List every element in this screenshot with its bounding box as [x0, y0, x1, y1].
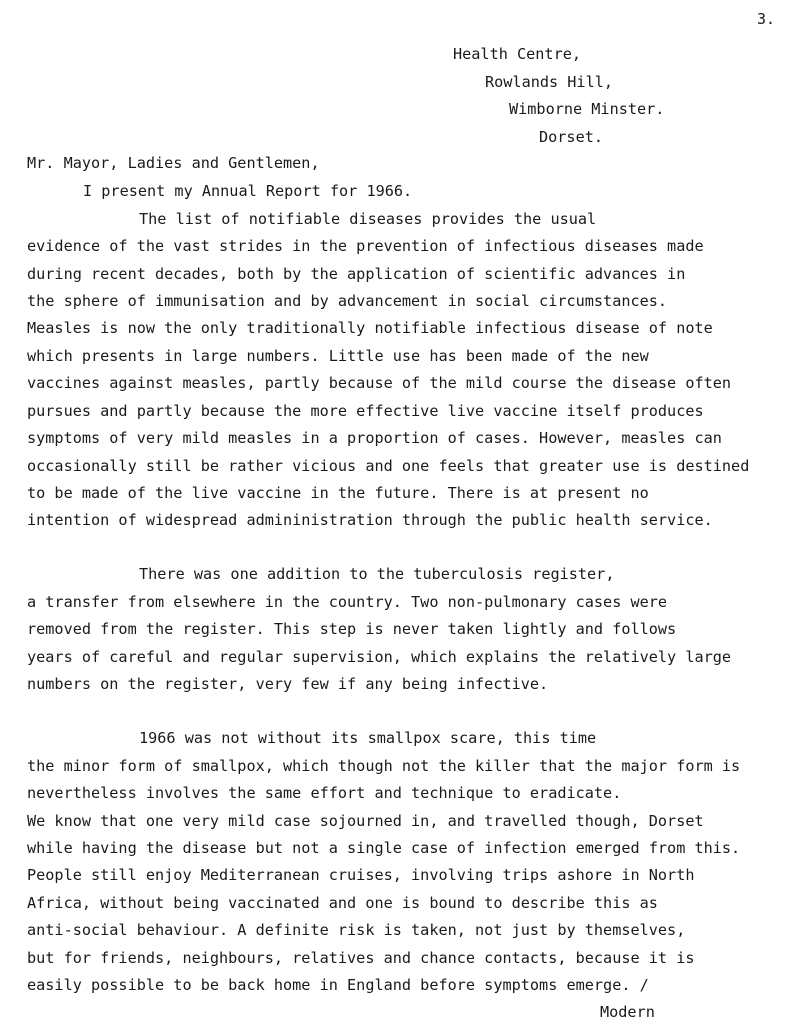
text-line: evidence of the vast strides in the prevention of infectious diseases made: [27, 237, 704, 255]
text-line: anti-social behaviour. A definite risk is taken, not just by themselves,: [27, 921, 686, 939]
salutation: Mr. Mayor, Ladies and Gentlemen,: [27, 154, 320, 172]
address-line: Rowlands Hill,: [485, 73, 614, 91]
text-line: but for friends, neighbours, relatives and chance contacts, because it is: [27, 949, 695, 967]
text-line: symptoms of very mild measles in a proportion of cases. However, measles can: [27, 429, 722, 447]
text-line: There was one addition to the tuberculosis register,: [139, 565, 615, 583]
text-line: Africa, without being vaccinated and one is bound to describe this as: [27, 894, 658, 912]
text-line: a transfer from elsewhere in the country. Two non-pulmonary cases were: [27, 593, 668, 611]
text-line: numbers on the register, very few if any being infective.: [27, 675, 549, 693]
text-line: easily possible to be back home in England before symptoms emerge. /: [27, 976, 649, 994]
text-line: during recent decades, both by the application of scientific advances in: [27, 265, 686, 283]
text-line: the sphere of immunisation and by advancement in social circumstances.: [27, 292, 668, 310]
text-line: removed from the register. This step is never taken lightly and follows: [27, 620, 677, 638]
text-line: the minor form of smallpox, which though not the killer that the major form is: [27, 757, 741, 775]
text-line: 1966 was not without its smallpox scare, this time: [139, 729, 597, 747]
text-line: intention of widespread admininistration through the public health service.: [27, 511, 713, 529]
text-line: People still enjoy Mediterranean cruises, involving trips ashore in North: [27, 866, 695, 884]
text-line: vaccines against measles, partly because of the mild course the disease often: [27, 374, 732, 392]
address-line: Health Centre,: [453, 45, 582, 63]
text-line: pursues and partly because the more effective live vaccine itself produces: [27, 402, 704, 420]
page-number: 3.: [757, 10, 776, 28]
text-line: Measles is now the only traditionally notifiable infectious disease of note: [27, 319, 713, 337]
address-line: Dorset.: [539, 128, 604, 146]
address-line: Wimborne Minster.: [509, 100, 665, 118]
text-line: which presents in large numbers. Little use has been made of the new: [27, 347, 649, 365]
catchword: Modern: [600, 1003, 655, 1021]
text-line: occasionally still be rather vicious and one feels that greater use is destined: [27, 457, 750, 475]
text-line: years of careful and regular supervision, which explains the relatively large: [27, 648, 732, 666]
text-line: nevertheless involves the same effort and technique to eradicate.: [27, 784, 622, 802]
text-line: while having the disease but not a single case of infection emerged from this.: [27, 839, 741, 857]
text-line: The list of notifiable diseases provides the usual: [139, 210, 597, 228]
text-line: We know that one very mild case sojourned in, and travelled though, Dorset: [27, 812, 704, 830]
text-line: to be made of the live vaccine in the future. There is at present no: [27, 484, 649, 502]
text-line: I present my Annual Report for 1966.: [83, 182, 413, 200]
